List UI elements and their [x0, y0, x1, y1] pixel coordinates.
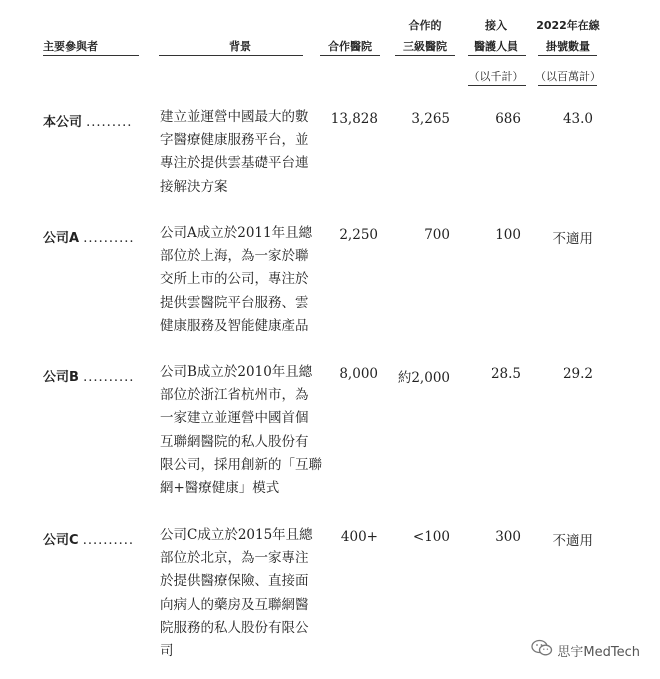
background-line: 互聯網醫院的私人股份有 [160, 433, 309, 450]
background-line: 部位於北京，為一家專注 [160, 550, 309, 567]
header-hospitals: 合作醫院 [328, 40, 372, 53]
tier3-value: 約2,000 [397, 370, 450, 386]
header-rule-hospitals [320, 55, 380, 56]
header-background: 背景 [229, 40, 251, 53]
header-rule-party [43, 55, 139, 56]
party-row-company [43, 111, 132, 130]
tier3-value: 700 [424, 227, 450, 243]
header-reg-unit: （以百萬計） [535, 70, 601, 83]
background-line: 專注於提供雲基礎平台連 [160, 155, 309, 172]
leader-dots: ......... [86, 115, 133, 130]
background-cell [160, 524, 313, 663]
hospitals-value: 400+ [340, 529, 378, 545]
background-cell [160, 361, 322, 500]
background-line: 限公司，採用創新的「互聯 [160, 456, 322, 473]
party-row-company-a [43, 227, 135, 246]
background-line: 一家建立並運營中國首個 [160, 410, 309, 427]
header-party: 主要參與者 [43, 40, 98, 53]
registrations-value: 不適用 [552, 231, 593, 247]
background-line: 接解決方案 [160, 178, 228, 195]
background-line: 向病人的藥房及互聯網醫 [160, 596, 309, 613]
header-rule-reg-unit [538, 85, 597, 86]
header-tier3-line1: 合作的 [408, 19, 442, 32]
background-line: 部位於浙江省杭州市，為 [160, 387, 309, 404]
wechat-icon [531, 639, 553, 661]
background-line: 公司B成立於2010年且總 [160, 364, 313, 380]
background-line: 交所上市的公司，專注於 [160, 271, 309, 288]
leader-dots: .......... [83, 231, 135, 246]
background-line: 網+醫療健康」模式 [160, 480, 280, 497]
header-reg-line1: 2022年在線 [536, 19, 600, 32]
party-row-company-b [43, 366, 134, 385]
background-line: 建立並運營中國最大的數 [160, 109, 309, 125]
header-rule-doctors-unit [468, 85, 526, 86]
party-name: 公司C [43, 533, 79, 548]
registrations-value: 不適用 [552, 533, 593, 549]
watermark [531, 639, 640, 661]
header-doctors-line2: 醫護人員 [474, 40, 518, 53]
hospitals-value: 13,828 [330, 111, 378, 127]
party-name: 公司B [43, 370, 79, 385]
party-name: 公司A [43, 231, 80, 246]
background-line: 公司C成立於2015年且總 [160, 527, 313, 543]
hospitals-value: 8,000 [339, 366, 378, 382]
background-line: 部位於上海，為一家於聯 [160, 248, 309, 265]
party-row-company-c [43, 529, 134, 548]
background-line: 公司A成立於2011年且總 [160, 225, 313, 241]
tier3-value: <100 [412, 529, 450, 545]
background-cell [160, 106, 308, 199]
header-rule-background [159, 55, 303, 56]
watermark-text: 思宇MedTech [557, 644, 640, 660]
header-rule-doctors [468, 55, 526, 56]
registrations-value: 43.0 [562, 111, 593, 127]
background-line: 字醫療健康服務平台，並 [160, 132, 309, 149]
leader-dots: .......... [83, 370, 135, 385]
hospitals-value: 2,250 [339, 227, 378, 243]
header-rule-tier3 [395, 55, 455, 56]
background-line: 健康服務及智能健康產品 [160, 317, 309, 334]
doctors-value: 686 [495, 111, 521, 127]
header-reg-line2: 掛號數量 [546, 40, 590, 53]
doctors-value: 28.5 [490, 366, 521, 382]
header-doctors-line1: 接入 [485, 19, 507, 32]
doctors-value: 100 [495, 227, 521, 243]
leader-dots: .......... [82, 533, 135, 548]
background-line: 提供雲醫院平台服務、雲 [160, 294, 309, 311]
header-doctors-unit: （以千計） [468, 70, 524, 83]
doctors-value: 300 [495, 529, 521, 545]
background-line: 於提供醫療保險、直接面 [160, 573, 309, 590]
registrations-value: 29.2 [562, 366, 593, 382]
background-line: 院服務的私人股份有限公 [160, 619, 309, 636]
background-cell [160, 222, 313, 338]
header-rule-reg [538, 55, 597, 56]
background-line: 司 [160, 643, 174, 660]
header-tier3-line2: 三級醫院 [403, 40, 447, 53]
party-name: 本公司 [43, 115, 83, 130]
tier3-value: 3,265 [411, 111, 450, 127]
